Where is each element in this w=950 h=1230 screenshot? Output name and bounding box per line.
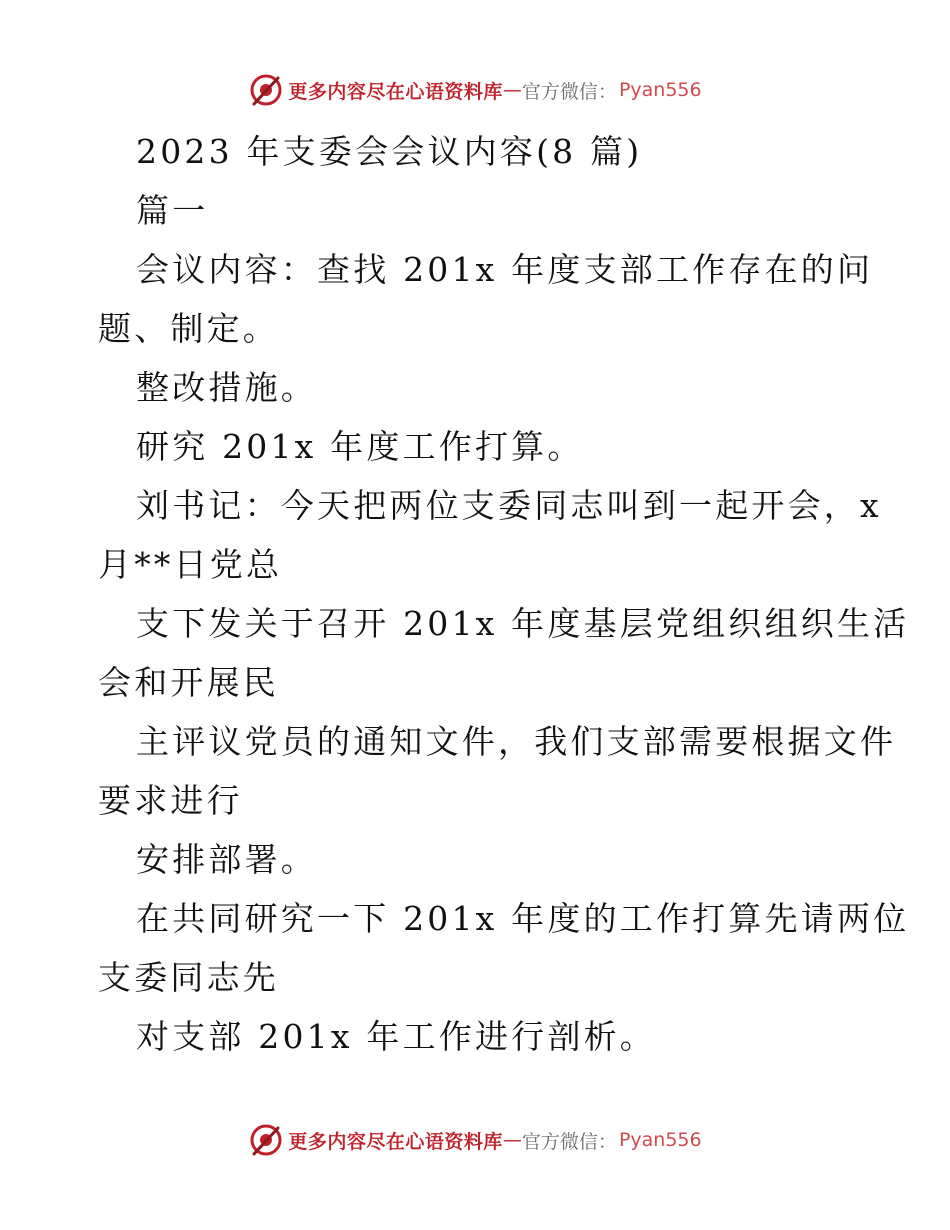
- document-line: 支下发关于召开 201x 年度基层党组织组织生活: [136, 604, 910, 643]
- document-line: 刘书记：今天把两位支委同志叫到一起开会，x: [136, 486, 882, 525]
- watermark-wechat-id: Pyan556: [618, 1129, 702, 1151]
- document-line: 支委同志先: [98, 958, 279, 997]
- document-lines: [98, 181, 910, 1066]
- watermark-dash: —: [502, 1129, 522, 1151]
- watermark-dash: —: [502, 79, 522, 101]
- document-title: 2023 年支委会会议内容(8 篇): [136, 132, 643, 171]
- document-line: 研究 201x 年度工作打算。: [136, 427, 584, 466]
- red-seal-logo-icon: [248, 1122, 284, 1158]
- watermark-main-text: 更多内容尽在心语资料库: [288, 1130, 503, 1153]
- header-watermark: [0, 72, 950, 108]
- document-line: 对支部 201x 年工作进行剖析。: [136, 1017, 656, 1056]
- document-line: 会议内容：查找 201x 年度支部工作存在的问: [136, 250, 874, 289]
- document-line: 主评议党员的通知文件，我们支部需要根据文件: [136, 722, 897, 761]
- document-line: 要求进行: [98, 781, 243, 820]
- document-body: [98, 122, 910, 1066]
- document-line: 篇一: [136, 191, 209, 230]
- red-seal-logo-icon: [248, 72, 284, 108]
- document-line: 安排部署。: [136, 840, 317, 879]
- document-line: 整改措施。: [136, 368, 317, 407]
- watermark-main-text: 更多内容尽在心语资料库: [288, 80, 503, 103]
- document-line: 在共同研究一下 201x 年度的工作打算先请两位: [136, 899, 910, 938]
- footer-watermark: [0, 1122, 950, 1158]
- document-line: 会和开展民: [98, 663, 279, 702]
- watermark-wechat-id: Pyan556: [618, 79, 702, 101]
- watermark-sub-text: 官方微信：: [521, 80, 617, 103]
- document-line: 题、制定。: [98, 309, 279, 348]
- watermark-sub-text: 官方微信：: [521, 1130, 617, 1153]
- document-line: 月**日党总: [98, 545, 283, 584]
